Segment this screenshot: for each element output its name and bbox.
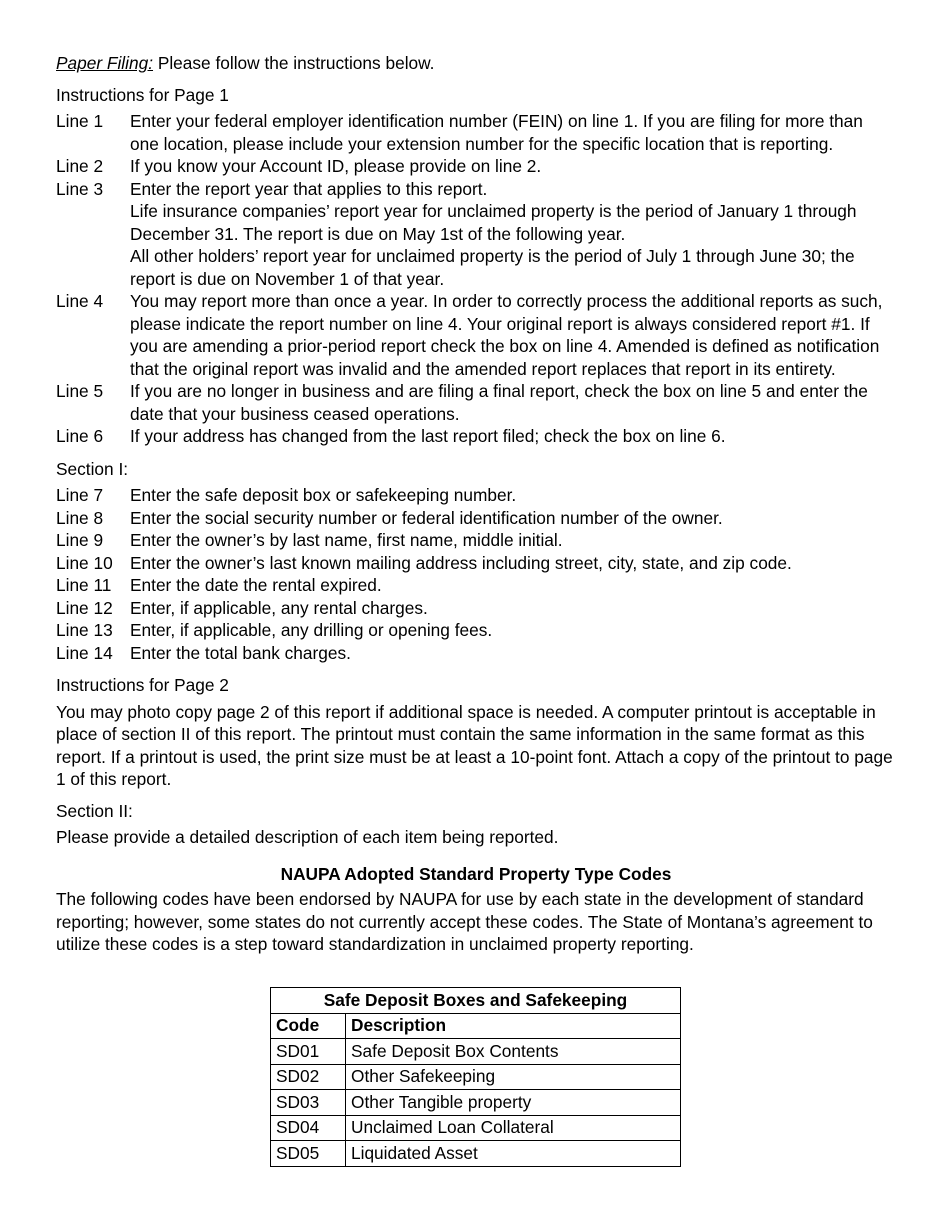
line-text [130,155,896,178]
naupa-title: NAUPA Adopted Standard Property Type Codes [280,863,672,884]
line-paragraph: If your address has changed from the last report filed; check the box on line 6. [130,426,726,446]
table-title-row [271,988,681,1014]
line-text [130,507,896,530]
line-paragraph: Enter your federal employer identification number (FEIN) on line 1. If you are filing for more than one location, please include your extension number for the specific location that is reporting. [130,111,863,154]
intro-paragraph [56,52,896,75]
property-codes-table [270,987,681,1167]
intro-text: Please follow the instructions below. [153,53,435,73]
line-item [56,574,896,597]
code-cell: SD02 [271,1064,346,1090]
line-item [56,552,896,575]
line-paragraph: Enter the date the rental expired. [130,575,382,595]
line-text [130,597,896,620]
page2-heading: Instructions for Page 2 [56,675,229,695]
line-paragraph: Enter the report year that applies to this report. [130,178,488,199]
line-item [56,597,896,620]
section2-heading: Section II: [56,800,133,821]
table-row [271,1039,681,1065]
code-cell: SD05 [271,1141,346,1167]
line-label: Line 1 [56,111,104,131]
line-label: Line 12 [56,597,113,618]
description-cell: Other Tangible property [346,1090,681,1116]
line-text [130,574,896,597]
line-label: Line 14 [56,642,113,663]
line-label: Line 6 [56,426,104,446]
table-body [271,1039,681,1167]
line-item [56,642,896,665]
section1-heading: Section I: [56,458,129,479]
line-text [130,484,896,507]
page1-line-list [56,110,896,448]
code-cell: SD04 [271,1115,346,1141]
code-cell: SD03 [271,1090,346,1116]
line-paragraph: Enter the owner’s last known mailing address including street, city, state, and zip code. [130,552,792,573]
line-paragraph: Enter, if applicable, any rental charges. [130,597,428,618]
section1-line-list [56,484,896,664]
line-text [130,425,896,448]
naupa-paragraph: The following codes have been endorsed by NAUPA for use by each state in the development of standard reporting; however, some states do not currently accept these codes. The State of Montana’s agreement to utilize these codes is a step toward standardization in unclaimed property reporting. [56,889,873,954]
line-label: Line 2 [56,156,104,176]
paper-filing-label: Paper Filing: [56,53,154,73]
description-cell: Other Safekeeping [346,1064,681,1090]
line-label: Line 4 [56,291,104,311]
column-header-description: Description [346,1013,681,1039]
line-paragraph: All other holders’ report year for unclaimed property is the period of July 1 through June 30; the report is due on November 1 of that year. [130,246,855,289]
line-text [130,178,896,291]
description-cell: Safe Deposit Box Contents [346,1039,681,1065]
page1-heading: Instructions for Page 1 [56,84,229,105]
line-label: Line 7 [56,485,104,505]
line-label: Line 9 [56,530,104,550]
line-paragraph: If you know your Account ID, please provide on line 2. [130,156,542,176]
line-text [130,290,896,380]
description-cell: Unclaimed Loan Collateral [346,1115,681,1141]
line-label: Line 8 [56,507,104,528]
line-text [130,552,896,575]
line-item [56,529,896,552]
table-header-row [271,1013,681,1039]
column-header-code: Code [271,1013,346,1039]
line-label: Line 11 [56,575,112,595]
table-title: Safe Deposit Boxes and Safekeeping [271,988,681,1014]
document-page [56,52,896,965]
line-label: Line 3 [56,178,104,199]
line-item [56,290,896,380]
table-row [271,1064,681,1090]
code-cell: SD01 [271,1039,346,1065]
description-cell: Liquidated Asset [346,1141,681,1167]
line-item [56,380,896,425]
line-item [56,110,896,155]
line-paragraph: Enter the total bank charges. [130,642,351,663]
line-label: Line 10 [56,552,113,573]
section2-paragraph: Please provide a detailed description of each item being reported. [56,827,559,847]
line-paragraph: If you are no longer in business and are filing a final report, check the box on line 5 and enter the date that your business ceased operations. [130,381,868,424]
line-paragraph: Enter the safe deposit box or safekeeping number. [130,485,517,505]
table-row [271,1115,681,1141]
line-label: Line 5 [56,381,104,401]
page2-paragraph: You may photo copy page 2 of this report if additional space is needed. A computer printout is acceptable in place of section II of this report. The printout must contain the same information in the same format as this report. If a printout is used, the print size must be at least a 10-point font. Attach a copy of the printout to page 1 of this report. [56,701,893,789]
line-item [56,178,896,291]
line-paragraph: Enter the owner’s by last name, first name, middle initial. [130,530,563,550]
line-paragraph: Life insurance companies’ report year for unclaimed property is the period of January 1 through December 31. The report is due on May 1st of the following year. [130,201,857,244]
line-item [56,619,896,642]
line-paragraph: Enter the social security number or federal identification number of the owner. [130,507,723,528]
line-text [130,110,896,155]
line-text [130,642,896,665]
line-text [130,380,896,425]
line-text [130,619,896,642]
table-row [271,1141,681,1167]
line-item [56,484,896,507]
line-item [56,425,896,448]
line-paragraph: You may report more than once a year. In order to correctly process the additional reports as such, please indicate the report number on line 4. Your original report is always considered report #1. If you are amending a prior-period report check the box on line 4. Amended is defined as notification that the original report was invalid and the amended report replaces that report in its entirety. [130,291,883,379]
line-paragraph: Enter, if applicable, any drilling or opening fees. [130,620,493,640]
line-item [56,155,896,178]
line-item [56,507,896,530]
line-text [130,529,896,552]
table-row [271,1090,681,1116]
line-label: Line 13 [56,620,113,640]
